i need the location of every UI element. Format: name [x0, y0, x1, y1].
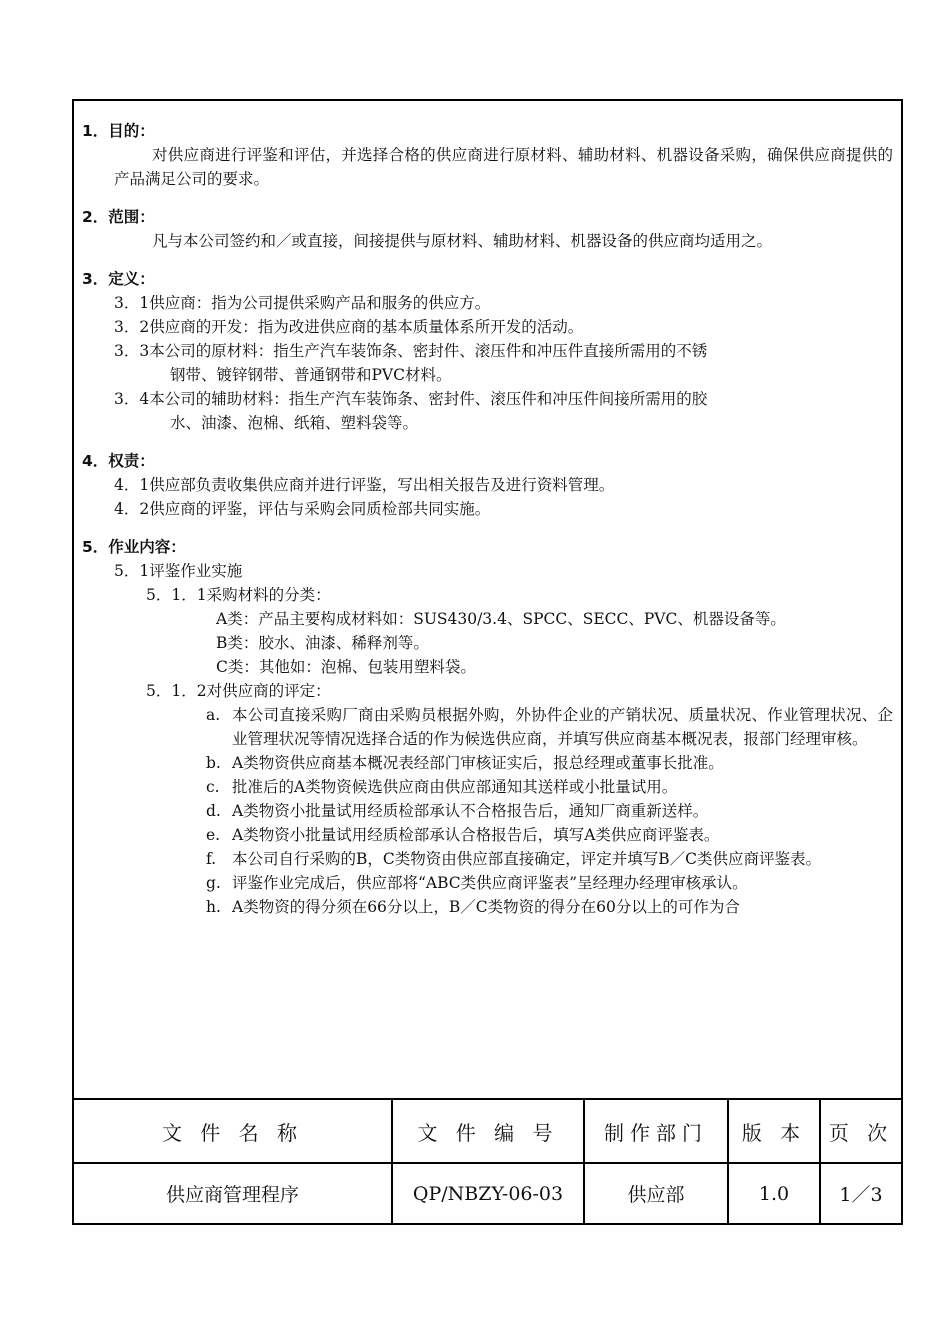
step-text: 本公司自行采购的B，C类物资由供应部直接确定，评定并填写B／C类供应商评鉴表。 [232, 850, 822, 868]
step-text: A类物资供应商基本概况表经部门审核证实后，报总经理或董事长批准。 [232, 754, 724, 772]
value-document-name: 供应商管理程序 [74, 1163, 392, 1223]
step-text: 本公司直接采购厂商由采购员根据外购，外协件企业的产销状况、质量状况、作业管理状况、企业管理状况等情况选择合适的作为候选供应商，并填写供应商基本概况表，报部门经理审核。 [232, 706, 893, 748]
section-definition-title: 3．定义： [82, 270, 155, 288]
header-document-number: 文 件 编 号 [392, 1099, 584, 1163]
material-class-item: A类：产品主要构成材料如：SUS430/3.4、SPCC、SECC、PVC、机器设备等。 [216, 610, 786, 628]
section-procedure-title: 5．作业内容： [82, 538, 186, 556]
document-body [82, 119, 893, 919]
step-text: A类物资小批量试用经质检部承认合格报告后，填写A类供应商评鉴表。 [232, 826, 720, 844]
info-value-row [74, 1163, 901, 1223]
value-version: 1.0 [728, 1163, 820, 1223]
procedure-subheading: 5．1．1采购材料的分类： [146, 586, 331, 604]
header-version: 版 本 [728, 1099, 820, 1163]
step-label: a. [206, 706, 221, 724]
definition-item: 3．4本公司的辅助材料：指生产汽车装饰条、密封件、滚压件和冲压件间接所需用的胶 [114, 390, 708, 408]
header-page: 页 次 [820, 1099, 901, 1163]
step-label: e. [206, 826, 221, 844]
step-text: 批准后的A类物资候选供应商由供应部通知其送样或小批量试用。 [232, 778, 678, 796]
evaluation-step [82, 703, 893, 751]
section-responsibility-title: 4．权责： [82, 452, 155, 470]
value-department: 供应部 [584, 1163, 728, 1223]
step-text: 评鉴作业完成后，供应部将“ABC类供应商评鉴表”呈经理办经理审核承认。 [232, 874, 748, 892]
step-label: h. [206, 898, 221, 916]
evaluation-step [82, 847, 893, 871]
info-header-row [74, 1099, 901, 1163]
material-class-item: C类：其他如：泡棉、包装用塑料袋。 [216, 658, 476, 676]
procedure-subheading: 5．1．2对供应商的评定： [146, 682, 331, 700]
definition-item: 3．3本公司的原材料：指生产汽车装饰条、密封件、滚压件和冲压件直接所需用的不锈 [114, 342, 708, 360]
definition-item: 3．1供应商：指为公司提供采购产品和服务的供应方。 [114, 294, 491, 312]
procedure-subheading: 5．1评鉴作业实施 [114, 562, 243, 580]
material-class-item: B类：胶水、油漆、稀释剂等。 [216, 634, 429, 652]
value-page: 1／3 [820, 1163, 901, 1223]
step-text: A类物资小批量试用经质检部承认不合格报告后，通知厂商重新送样。 [232, 802, 709, 820]
header-document-name: 文 件 名 称 [74, 1099, 392, 1163]
header-department: 制作部门 [584, 1099, 728, 1163]
section-scope-title: 2．范围： [82, 208, 155, 226]
evaluation-step [82, 751, 893, 775]
step-label: c. [206, 778, 220, 796]
definition-item-continuation: 钢带、镀锌钢带、普通钢带和PVC材料。 [170, 366, 452, 384]
evaluation-step [82, 799, 893, 823]
value-document-number: QP/NBZY-06-03 [392, 1163, 584, 1223]
definition-item: 3．2供应商的开发：指为改进供应商的基本质量体系所开发的活动。 [114, 318, 584, 336]
step-text: A类物资的得分须在66分以上，B／C类物资的得分在60分以上的可作为合 [232, 898, 740, 916]
responsibility-item: 4．1供应部负责收集供应商并进行评鉴，写出相关报告及进行资料管理。 [114, 476, 615, 494]
definition-item-continuation: 水、油漆、泡棉、纸箱、塑料袋等。 [170, 414, 419, 432]
section-purpose-body: 对供应商进行评鉴和评估，并选择合格的供应商进行原材料、辅助材料、机器设备采购，确保供应商提供的产品满足公司的要求。 [114, 146, 893, 188]
document-info-table [74, 1098, 901, 1223]
step-label: b. [206, 754, 221, 772]
evaluation-step [82, 775, 893, 799]
step-label: f. [206, 850, 217, 868]
evaluation-step [82, 823, 893, 847]
section-scope-body: 凡与本公司签约和／或直接，间接提供与原材料、辅助材料、机器设备的供应商均适用之。 [152, 232, 773, 250]
step-label: d. [206, 802, 221, 820]
evaluation-step [82, 871, 893, 895]
step-label: g. [206, 874, 221, 892]
evaluation-step [82, 895, 893, 919]
responsibility-item: 4．2供应商的评鉴，评估与采购会同质检部共同实施。 [114, 500, 491, 518]
document-frame [72, 99, 903, 1225]
section-purpose-title: 1．目的： [82, 122, 155, 140]
